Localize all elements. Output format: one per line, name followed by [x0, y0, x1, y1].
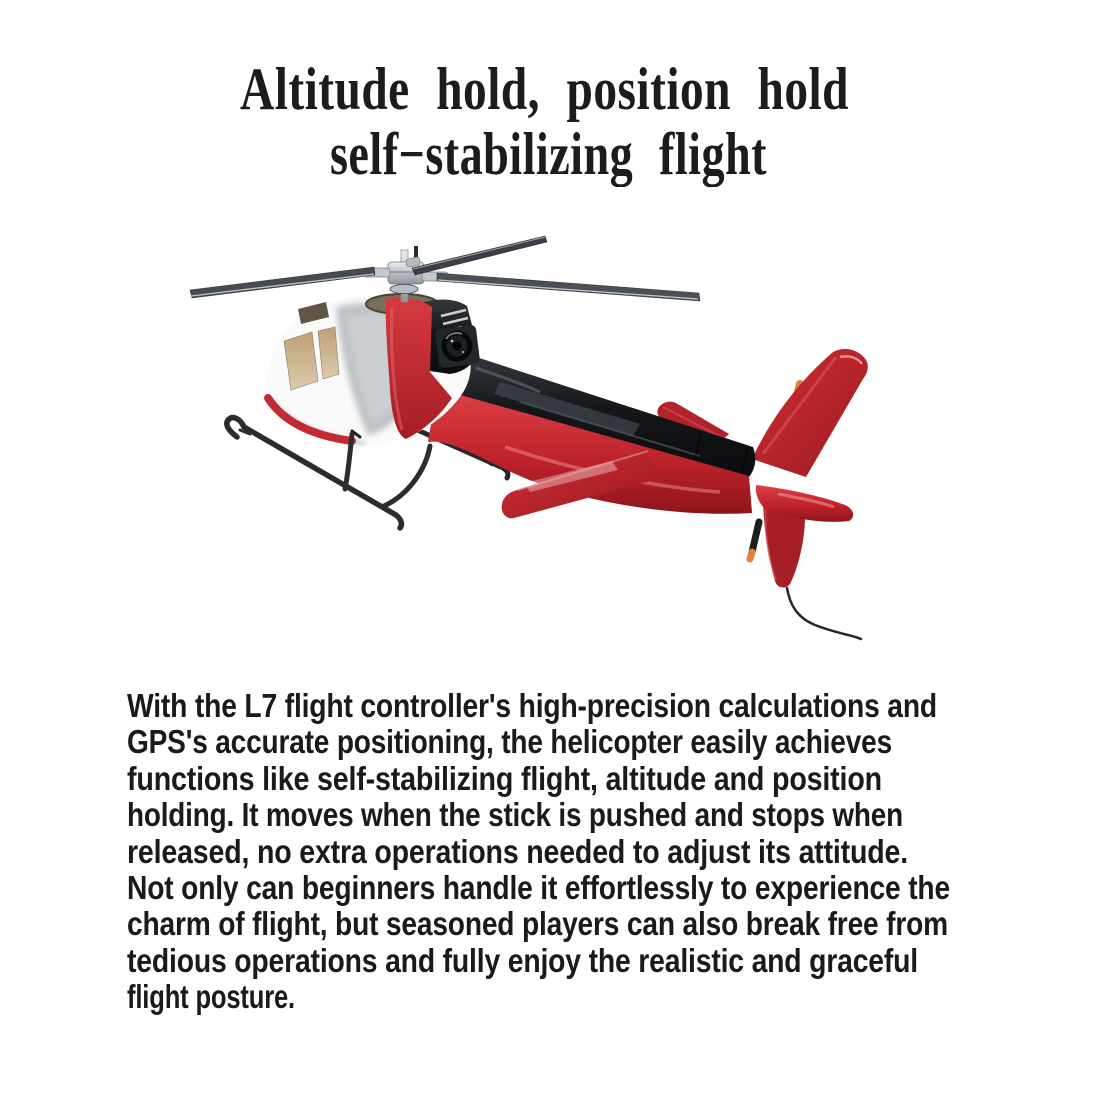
- page-title-line-2: self−stabilizing flight: [330, 121, 767, 187]
- tail-antenna: [787, 588, 861, 639]
- exhaust-port: [435, 325, 480, 369]
- description-line: functions like self-stabilizing flight, altitude and position: [127, 759, 882, 797]
- main-rotor: [190, 236, 700, 302]
- rotor-blade-right: [437, 273, 700, 301]
- description-line: charm of flight, but seasoned players can also break free from: [127, 905, 948, 943]
- description-line: flight posture.: [127, 978, 295, 1016]
- description-line: Not only can beginners handle it effortlessly to experience the: [127, 869, 950, 907]
- swashplate: [390, 285, 418, 294]
- description-line: GPS's accurate positioning, the helicopter easily achieves: [127, 723, 892, 761]
- description-line: released, no extra operations needed to adjust its attitude.: [127, 832, 908, 870]
- rotor-blade-left: [190, 267, 375, 298]
- description-line: With the L7 flight controller's high-precision calculations and: [127, 687, 937, 724]
- description-paragraph: [127, 688, 1090, 1016]
- helicopter-image: [150, 220, 930, 660]
- description-line: holding. It moves when the stick is pushed and stops when: [127, 796, 903, 834]
- page-title-line-1: Altitude hold, position hold: [240, 56, 849, 122]
- rotor-blade-rear: [412, 236, 547, 275]
- description-line: tedious operations and fully enjoy the realistic and graceful: [127, 941, 918, 979]
- helicopter-svg: [150, 220, 930, 660]
- tail-fin-upper: [752, 349, 868, 477]
